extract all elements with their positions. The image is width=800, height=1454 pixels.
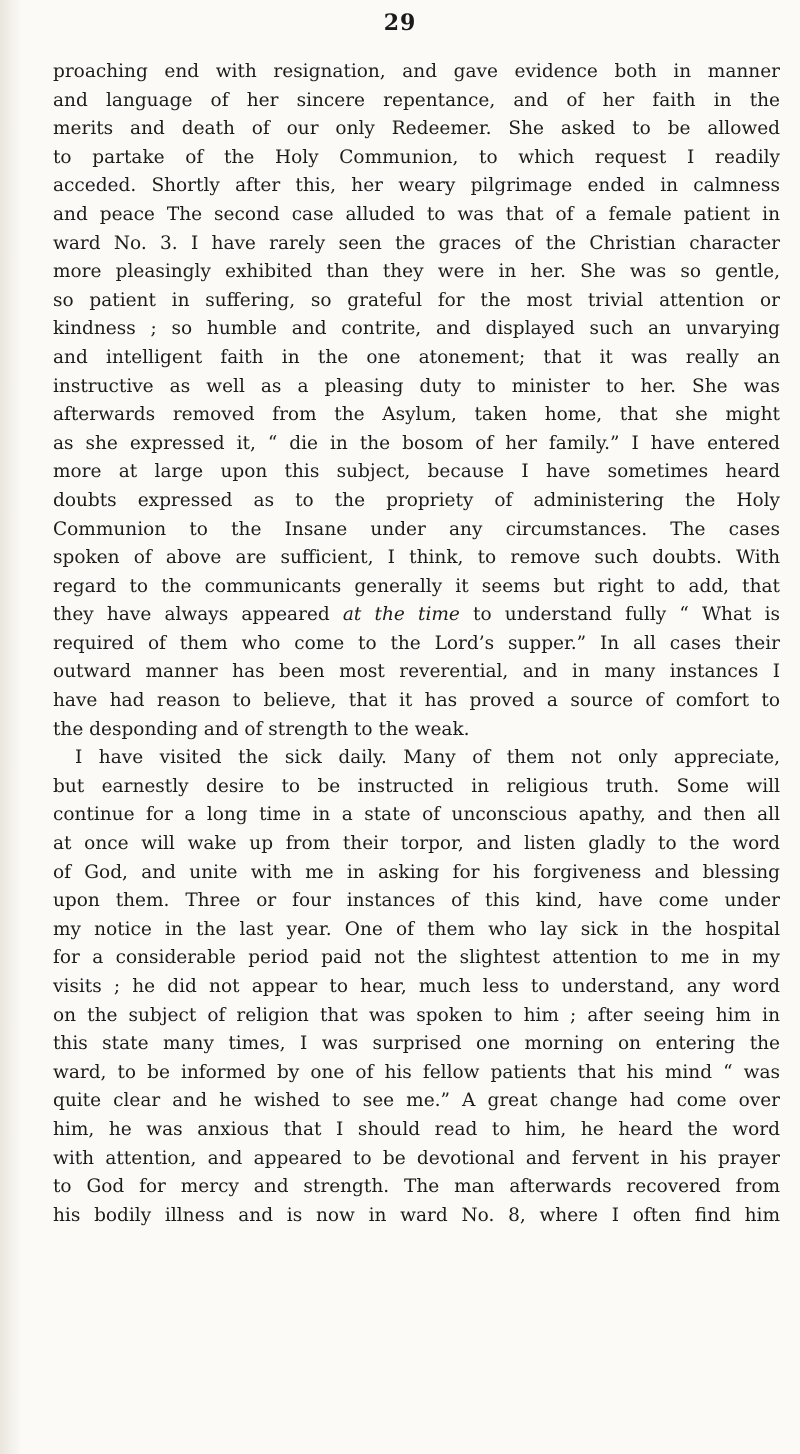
text-run: and peace The second case alluded to was that of a female patient in [53, 203, 780, 225]
text-line [53, 230, 780, 259]
text-run: this state many times, I was surprised one morning on entering the [53, 1033, 780, 1055]
text-run: spoken of above are sufficient, I think, to remove such doubts. With [53, 547, 780, 569]
text-line [53, 315, 780, 344]
text-run: for a considerable period paid not the slightest attention to me in my [53, 947, 780, 969]
text-run: so patient in suffering, so grateful for the most trivial attention or [53, 289, 780, 311]
text-line [53, 1173, 780, 1202]
italic-phrase: at the time [342, 604, 460, 626]
text-line [53, 1002, 780, 1031]
text-run: instructive as well as a pleasing duty to minister to her. She was [53, 375, 780, 397]
text-run: doubts expressed as to the propriety of administering the Holy [53, 489, 780, 511]
text-run: but earnestly desire to be instructed in religious truth. Some will [53, 775, 780, 797]
text-run: they have always appeared [53, 604, 343, 626]
text-line [53, 1030, 780, 1059]
text-line [53, 944, 780, 973]
text-run: more pleasingly exhibited than they were in her. She was so gentle, [53, 261, 780, 283]
text-run: proaching end with resignation, and gave evidence both in manner [53, 61, 780, 82]
text-line [53, 516, 780, 545]
text-line [53, 458, 780, 487]
text-line [53, 287, 780, 316]
text-line [53, 887, 780, 916]
text-line [75, 744, 780, 773]
page-number: 29 [383, 10, 417, 36]
text-line [53, 1116, 780, 1145]
text-run: of God, and unite with me in asking for his forgiveness and blessing [53, 861, 780, 883]
text-line [53, 144, 780, 173]
text-run: acceded. Shortly after this, her weary pilgrimage ended in calmness [53, 175, 780, 197]
text-run: continue for a long time in a state of unconscious apathy, and then all [53, 804, 780, 826]
text-line [53, 630, 780, 659]
text-line [53, 773, 780, 802]
text-line [53, 830, 780, 859]
text-line [53, 430, 780, 459]
text-line [53, 1087, 780, 1116]
text-line [53, 115, 780, 144]
text-line [53, 716, 470, 745]
text-line [53, 1202, 780, 1231]
text-run: to partake of the Holy Communion, to which request I readily [53, 146, 780, 168]
text-line [53, 801, 780, 830]
text-line [53, 1059, 780, 1088]
text-run: him, he was anxious that I should read to him, he heard the word [53, 1118, 780, 1140]
text-line [53, 544, 780, 573]
text-line [53, 973, 780, 1002]
text-run: more at large upon this subject, because I have sometimes heard [53, 461, 780, 483]
text-run: on the subject of religion that was spoken to him ; after seeing him in [53, 1004, 780, 1026]
body-text [0, 58, 800, 1230]
text-run: his bodily illness and is now in ward No. 8, where I often find him [53, 1204, 780, 1226]
text-line [53, 573, 780, 602]
text-run: at once will wake up from their torpor, and listen gladly to the word [53, 833, 780, 855]
text-run: quite clear and he wished to see me.” A great change had come over [53, 1090, 780, 1112]
text-run: as she expressed it, “ die in the bosom of her family.” I have entered [53, 432, 780, 454]
text-run: outward manner has been most reverential, and in many instances I [53, 661, 780, 683]
text-run: ward No. 3. I have rarely seen the graces of the Christian character [53, 232, 780, 254]
text-run: with attention, and appeared to be devotional and fervent in his prayer [53, 1147, 780, 1169]
text-run: merits and death of our only Redeemer. She asked to be allowed [53, 118, 780, 140]
text-run: the desponding and of strength to the weak. [53, 718, 470, 740]
text-line [53, 687, 780, 716]
text-line [53, 172, 780, 201]
text-run: and intelligent faith in the one atonement; that it was really an [53, 346, 780, 368]
text-run: required of them who come to the Lord’s supper.” In all cases their [53, 632, 780, 654]
text-line [53, 658, 780, 687]
text-run: regard to the communicants generally it seems but right to add, that [53, 575, 780, 597]
text-line [53, 87, 780, 116]
text-run: upon them. Three or four instances of this kind, have come under [53, 890, 780, 912]
text-run: I have visited the sick daily. Many of them not only appreciate, [75, 747, 780, 769]
text-run: my notice in the last year. One of them who lay sick in the hospital [53, 918, 780, 940]
text-run: ward, to be informed by one of his fellow patients that his mind “ was [53, 1061, 780, 1083]
text-line [53, 859, 780, 888]
text-run: to understand fully “ What is [459, 604, 781, 626]
text-line [53, 487, 780, 516]
text-line [53, 258, 780, 287]
text-line [53, 344, 780, 373]
text-line [53, 916, 780, 945]
text-line [53, 201, 780, 230]
text-run: Communion to the Insane under any circumstances. The cases [53, 518, 780, 540]
text-line [53, 373, 780, 402]
text-run: kindness ; so humble and contrite, and displayed such an unvarying [53, 318, 780, 340]
text-line [53, 1145, 780, 1174]
text-run: to God for mercy and strength. The man afterwards recovered from [53, 1176, 780, 1198]
text-line [53, 401, 780, 430]
text-run: and language of her sincere repentance, and of her faith in the [53, 89, 780, 111]
text-run: afterwards removed from the Asylum, taken home, that she might [53, 404, 780, 426]
text-run: visits ; he did not appear to hear, much less to understand, any word [53, 976, 780, 997]
text-line [53, 601, 780, 630]
text-run: have had reason to believe, that it has proved a source of comfort to [53, 690, 780, 712]
text-line [53, 58, 780, 87]
